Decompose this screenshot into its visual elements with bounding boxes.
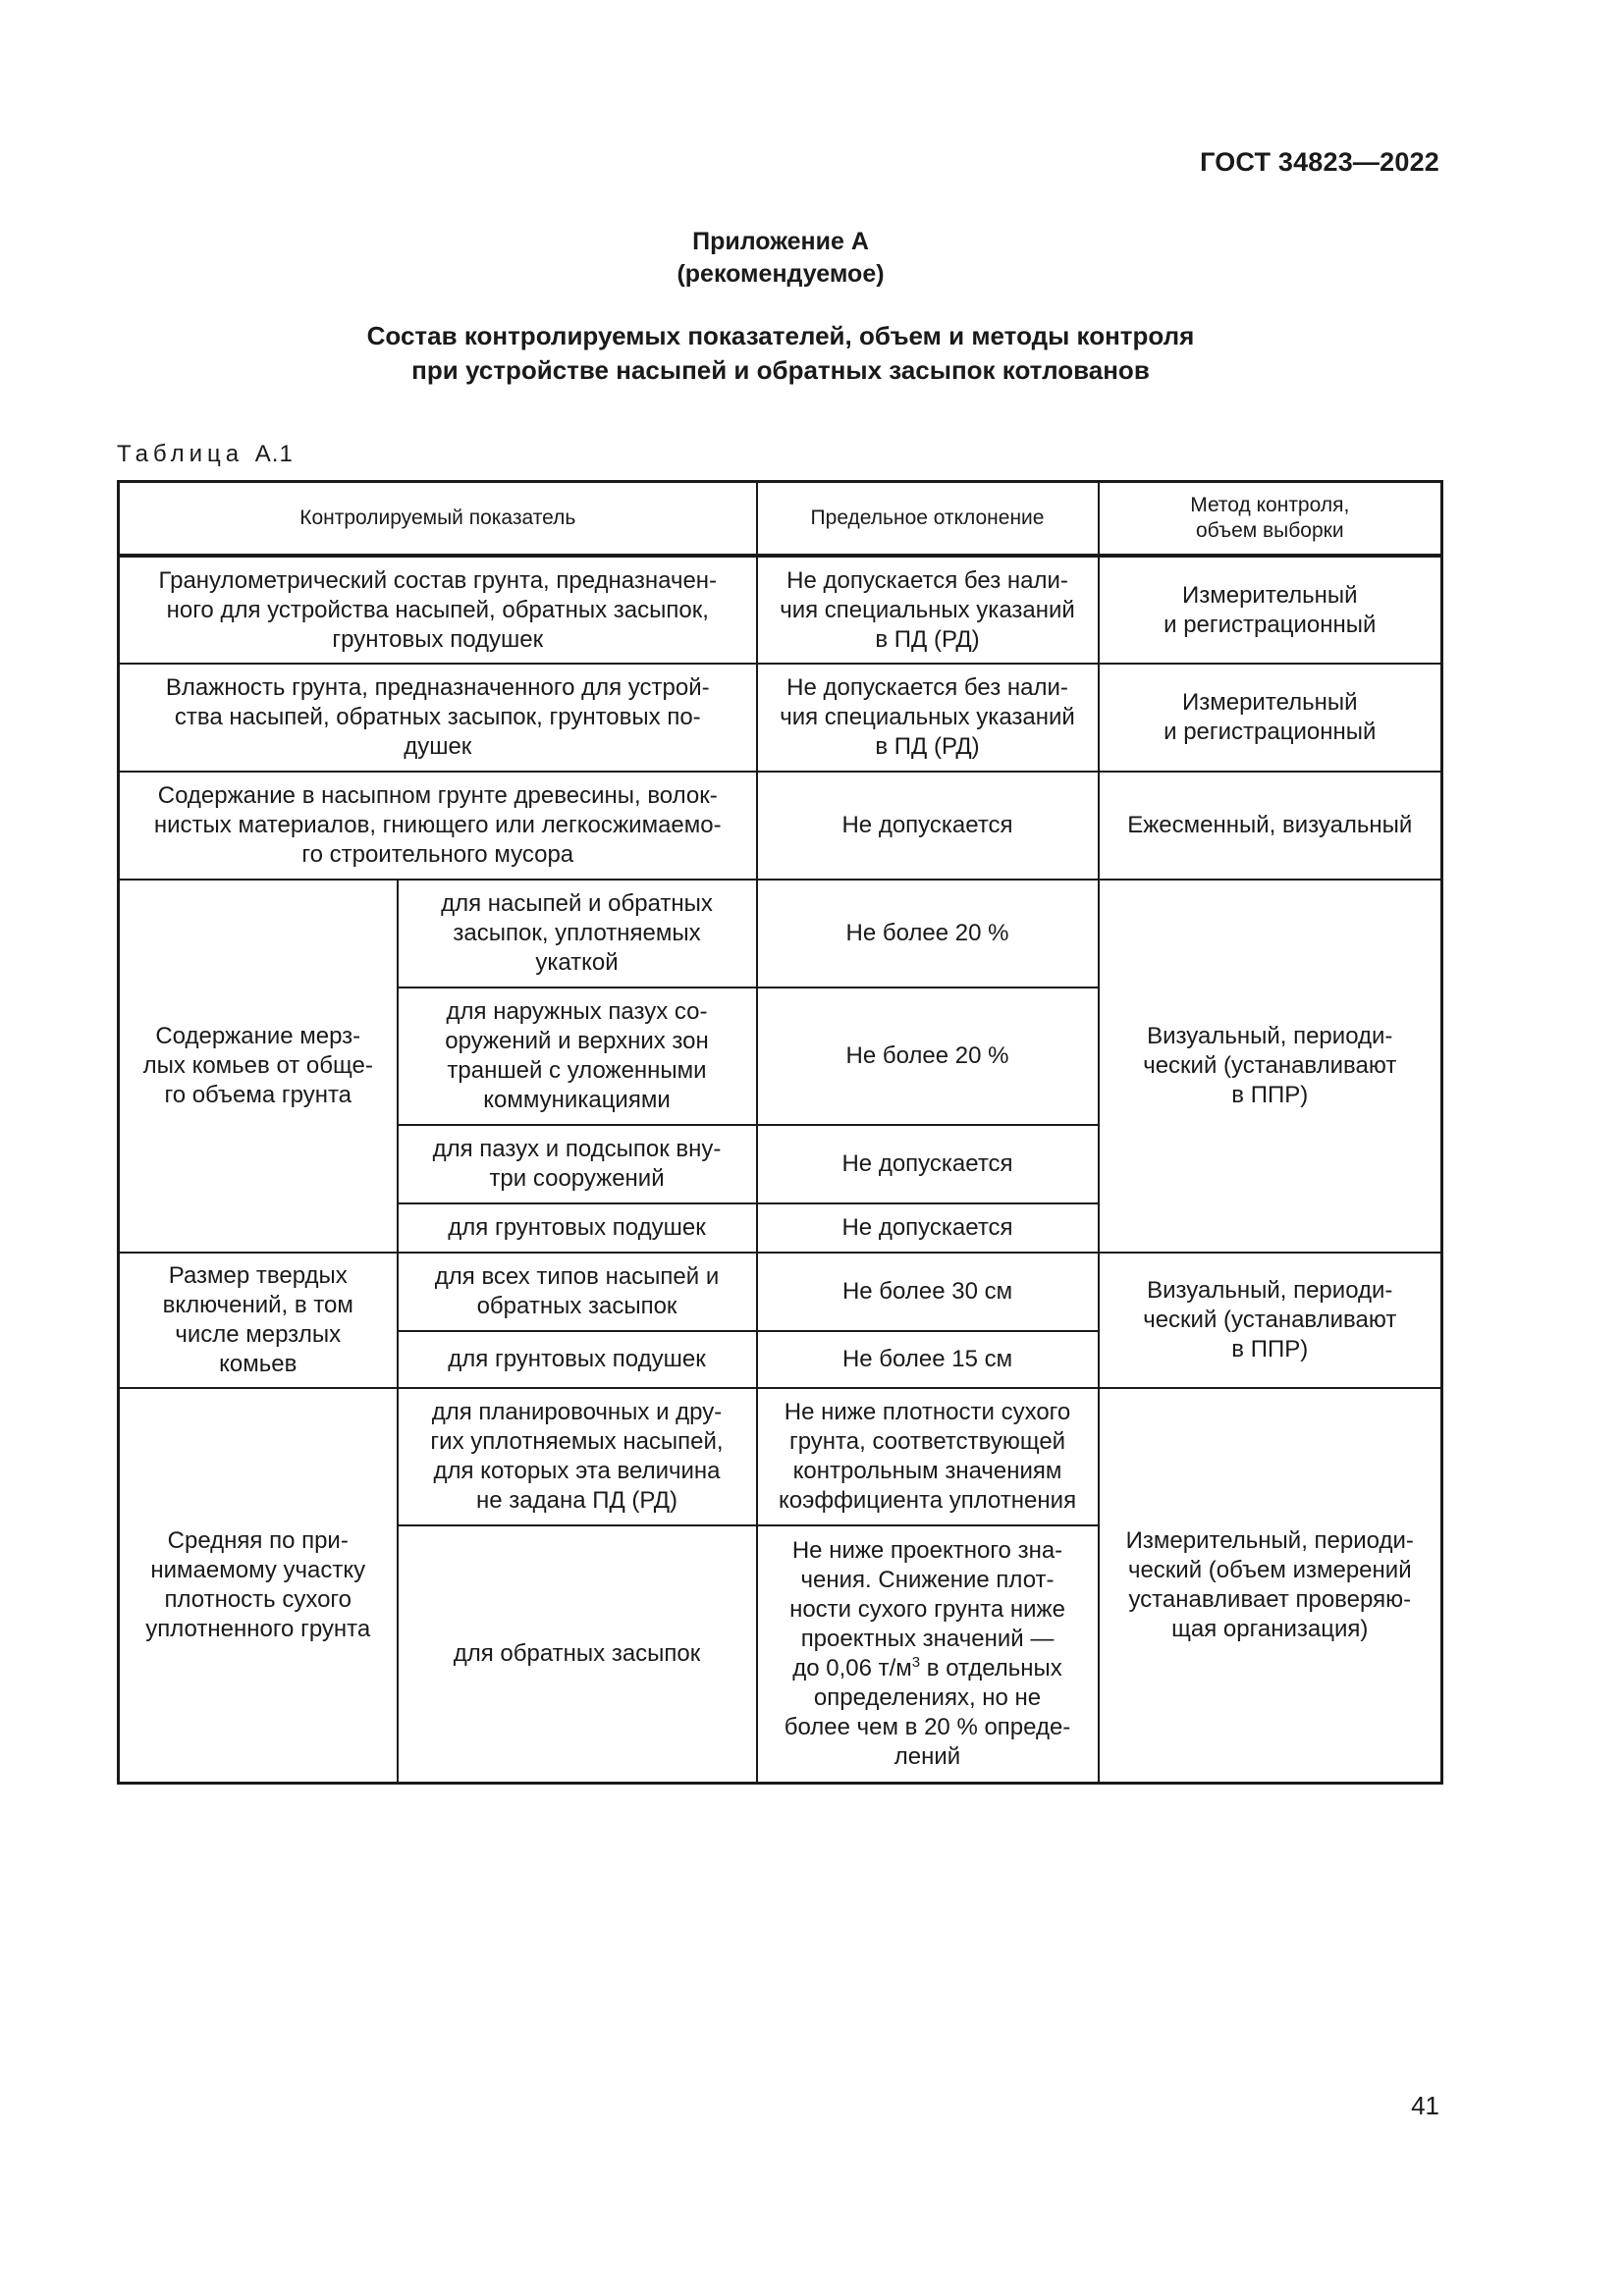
table-row [119, 880, 1442, 988]
table-row [119, 1388, 1442, 1525]
cell-deviation: Не ниже проектного зна- чения. Снижение плот- ности сухого грунта ниже проектных значений — до 0,06 $т/м^3$ в отдельных определениях, но не более чем в 20 % опреде- лений [757, 1525, 1099, 1783]
appendix-subtitle: (рекомендуемое) [677, 260, 885, 288]
appendix-title: Приложение А [692, 228, 869, 255]
cell-indicator-frozen: Содержание мерз- лых комьев от обще- го объема грунта [119, 880, 398, 1253]
cell-condition: для пазух и подсыпок вну- три сооружений [398, 1125, 757, 1203]
header-deviation: Предельное отклонение [757, 482, 1099, 557]
control-table [117, 480, 1443, 1785]
cell-condition: для планировочных и дру- гих уплотняемых насыпей, для которых эта величина не задана ПД (РД) [398, 1388, 757, 1525]
cell-deviation: Не допускается [757, 1125, 1099, 1203]
cell-method-solid: Визуальный, периоди- ческий (устанавливают в ППР) [1099, 1253, 1442, 1388]
page-title [0, 319, 1561, 388]
cell-condition: для всех типов насыпей и обратных засыпок [398, 1253, 757, 1331]
cell-indicator: Содержание в насыпном грунте древесины, волок- нистых материалов, гниющего или легкосжимаемо- го строительного мусора [119, 772, 757, 880]
appendix-heading [0, 226, 1561, 291]
cell-deviation: Не допускается без нали- чия специальных указаний в ПД (РД) [757, 556, 1099, 664]
cell-deviation: Не ниже плотности сухого грунта, соответствующей контрольным значениям коэффициента уплотнения [757, 1388, 1099, 1525]
cell-method-frozen: Визуальный, периоди- ческий (устанавливают в ППР) [1099, 880, 1442, 1253]
cell-deviation: Не более 15 см [757, 1331, 1099, 1388]
table-caption [117, 441, 294, 468]
table-caption-number: А.1 [254, 441, 294, 467]
cell-condition: для насыпей и обратных засыпок, уплотняемых укаткой [398, 880, 757, 988]
table-header-row [119, 482, 1442, 557]
header-indicator: Контролируемый показатель [119, 482, 757, 557]
cell-condition: для грунтовых подушек [398, 1331, 757, 1388]
document-code: ГОСТ 34823—2022 [1200, 147, 1439, 177]
cell-condition: для обратных засыпок [398, 1525, 757, 1783]
cell-deviation: Не допускается без нали- чия специальных указаний в ПД (РД) [757, 664, 1099, 772]
table-row [119, 1253, 1442, 1331]
cell-deviation: Не более 20 % [757, 988, 1099, 1125]
cell-deviation: Не допускается [757, 1203, 1099, 1253]
table-row [119, 772, 1442, 880]
cell-deviation: Не допускается [757, 772, 1099, 880]
title-line-1: Состав контролируемых показателей, объем и методы контроля [366, 321, 1195, 350]
cell-indicator-solid: Размер твердых включений, в том числе мерзлых комьев [119, 1253, 398, 1388]
table-row [119, 664, 1442, 772]
cell-method: Ежесменный, визуальный [1099, 772, 1442, 880]
cell-method: Измерительный и регистрационный [1099, 556, 1442, 664]
table-caption-word: Таблица [117, 441, 244, 467]
cell-indicator: Влажность грунта, предназначенного для устрой- ства насыпей, обратных засыпок, грунтовых по- душек [119, 664, 757, 772]
cell-condition: для грунтовых подушек [398, 1203, 757, 1253]
cell-method-density: Измерительный, периоди- ческий (объем измерений устанавливает проверяю- щая организация) [1099, 1388, 1442, 1783]
table-row [119, 556, 1442, 664]
page-number: 41 [1411, 2091, 1439, 2120]
cell-indicator: Гранулометрический состав грунта, предназначен- ного для устройства насыпей, обратных засыпок, грунтовых подушек [119, 556, 757, 664]
title-line-2: при устройстве насыпей и обратных засыпок котлованов [411, 355, 1150, 385]
cell-condition: для наружных пазух со- оружений и верхних зон траншей с уложенными коммуникациями [398, 988, 757, 1125]
cell-deviation: Не более 30 см [757, 1253, 1099, 1331]
cell-method: Измерительный и регистрационный [1099, 664, 1442, 772]
cell-indicator-density: Средняя по при- нимаемому участку плотность сухого уплотненного грунта [119, 1388, 398, 1783]
header-method: Метод контроля, объем выборки [1099, 482, 1442, 557]
cell-deviation: Не более 20 % [757, 880, 1099, 988]
